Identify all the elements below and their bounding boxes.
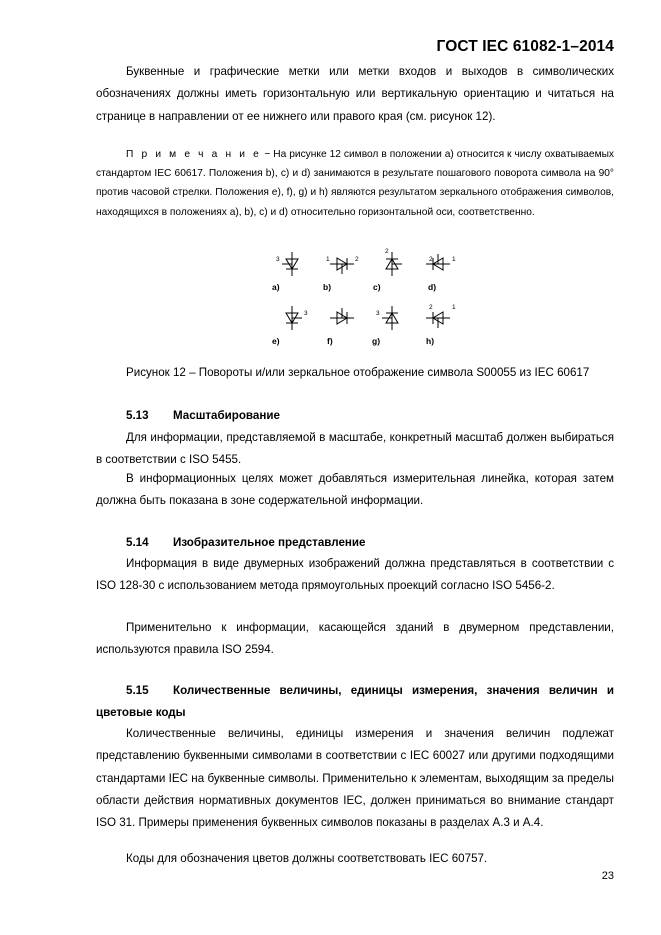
section-heading-5-15 bbox=[96, 680, 614, 725]
page-number: 23 bbox=[601, 870, 614, 882]
figure-caption: Рисунок 12 – Повороты и/или зеркальное отображение символа S00055 из IEC 60617 bbox=[126, 366, 590, 379]
section-paragraph: Для информации, представляемой в масштабе, конкретный масштаб должен выбираться в соответствии с ISO 5455. bbox=[96, 431, 614, 467]
figure-label-c: c) bbox=[373, 282, 381, 292]
intro-paragraph: Буквенные и графические метки или метки входов и выходов в символических обозначениях должны иметь горизонтальную или вертикальную ориентацию и читаться на странице в направлении от ее нижнего или правого края (см. рисунок 12). bbox=[96, 65, 614, 123]
symbol-grid bbox=[262, 248, 462, 348]
symbol-h bbox=[426, 312, 450, 328]
figure-label-g: g) bbox=[372, 336, 381, 346]
section-heading-5-14 bbox=[126, 536, 366, 549]
pin-label: 1 bbox=[452, 256, 456, 263]
section-number: 5.13 bbox=[126, 409, 149, 422]
figure-label-e: e) bbox=[272, 336, 280, 346]
section-title: Масштабирование bbox=[173, 409, 280, 422]
section-paragraph: В информационных целях может добавляться измерительная линейка, которая затем должна быть показана в зоне содержательной информации. bbox=[96, 472, 614, 508]
section-heading-5-13 bbox=[126, 409, 280, 422]
note-label: П р и м е ч а н и е bbox=[126, 149, 262, 160]
figure-label-a: a) bbox=[272, 282, 280, 292]
section-title: Количественные величины, единицы измерения, значения величин и цветовые коды bbox=[96, 684, 614, 720]
pin-label: 2 bbox=[385, 248, 389, 255]
section-paragraph: Коды для обозначения цветов должны соответствовать IEC 60757. bbox=[126, 852, 488, 865]
pin-label: 3 bbox=[276, 256, 280, 263]
pin-label: 1 bbox=[452, 304, 456, 311]
symbol-f bbox=[330, 308, 354, 324]
pin-label: 1 bbox=[326, 256, 330, 263]
section-number: 5.15 bbox=[126, 684, 149, 697]
figure-12 bbox=[262, 248, 462, 348]
section-number: 5.14 bbox=[126, 536, 149, 549]
symbol-g bbox=[382, 306, 398, 330]
document-header: ГОСТ IEC 61082-1–2014 bbox=[436, 38, 614, 55]
note-block bbox=[96, 145, 614, 222]
figure-label-h: h) bbox=[426, 336, 435, 346]
pin-label: 3 bbox=[376, 310, 380, 317]
symbol-c bbox=[386, 252, 402, 276]
figure-label-f: f) bbox=[327, 336, 333, 346]
pin-label: 2 bbox=[355, 256, 359, 263]
pin-label: 3 bbox=[304, 310, 308, 317]
figure-label-b: b) bbox=[323, 282, 332, 292]
symbol-e bbox=[286, 306, 302, 330]
section-paragraph: Количественные величины, единицы измерения и значения величин подлежат представлению буквенными символами в соответствии с IEC 60027 или другими подходящими стандартами IEC на буквенные символы. Применительно к элементам, выходящим за пределы области действия нормативных документов IEC, должен приниматься во внимание стандарт ISO 31. Примеры применения буквенных символов показаны в разделах А.3 и А.4. bbox=[96, 727, 614, 830]
symbol-a bbox=[282, 252, 298, 276]
section-paragraph: Применительно к информации, касающейся зданий в двумерном представлении, используются правила ISO 2594. bbox=[96, 621, 614, 657]
note-text: − На рисунке 12 символ в положении а) относится к числу охватываемых стандартом IEC 60617. Положения b), с) и d) занимаются в результате пошагового поворота символа на 90° против часовой стрелки. Положения е), f), g) и h) являются результатом зеркального отображения символов, находящихся в положениях а), b), с) и d) относительно горизонтальной оси, соответственно. bbox=[96, 149, 614, 218]
pin-label: 2 bbox=[429, 256, 433, 263]
section-title: Изобразительное представление bbox=[173, 536, 366, 549]
figure-label-d: d) bbox=[428, 282, 437, 292]
symbol-b bbox=[330, 258, 354, 274]
section-paragraph: Информация в виде двумерных изображений должна представляться в соответствии с ISO 128-30 с использованием метода прямоугольных проекций согласно ISO 5456-2. bbox=[96, 557, 614, 593]
pin-label: 2 bbox=[429, 304, 433, 311]
